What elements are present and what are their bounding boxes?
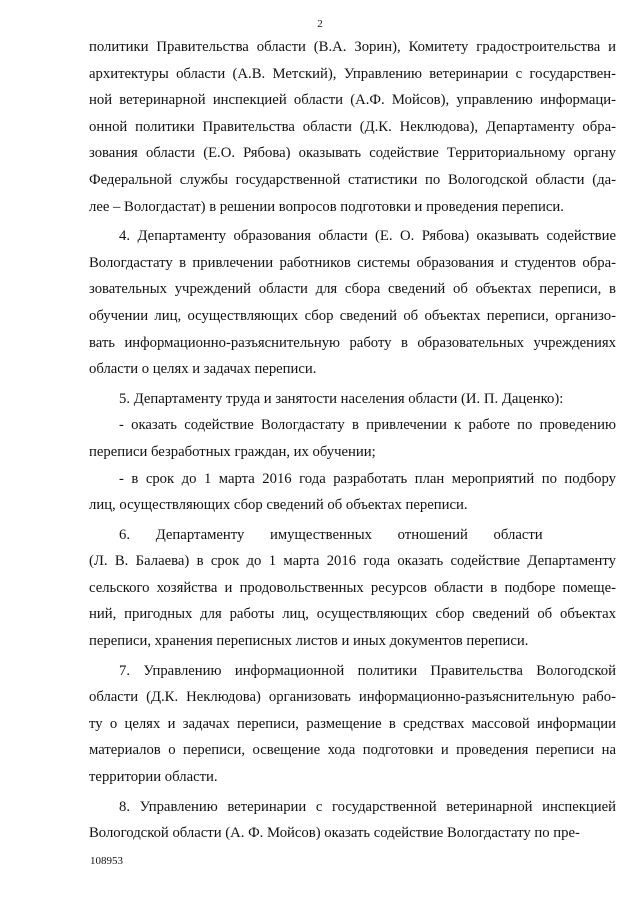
text-line: переписи, хранения переписных листов и иных документов переписи. [89, 633, 529, 650]
paragraph [89, 522, 616, 655]
paragraph [89, 658, 616, 791]
paragraph [89, 34, 616, 220]
text-line: территории области. [89, 769, 218, 786]
text-line: ту о целях и задачах переписи, размещение в средствах массовой информации [89, 715, 616, 732]
text-line: архитектуры области (А.В. Метский), Управлению ветеринарии с государствен- [89, 65, 616, 82]
text-line: лиц, осуществляющих сбор сведений об объектах переписи. [89, 497, 468, 514]
paragraph [89, 466, 616, 519]
text-line: 6. Департаменту имущественных отношений области [119, 526, 543, 543]
footer-document-code: 108953 [90, 855, 123, 867]
text-line: материалов о переписи, освещение хода подготовки и проведения переписи на [89, 742, 616, 759]
text-line: сельского хозяйства и продовольственных ресурсов области в подборе помеще- [89, 579, 616, 596]
text-line: Вологодской области (А. Ф. Мойсов) оказать содействие Вологдастату по пре- [89, 825, 580, 842]
text-line: области о целях и задачах переписи. [89, 361, 317, 378]
text-line: вать информационно-разъяснительную работу в образовательных учреждениях [89, 334, 616, 351]
text-line: зовательных учреждений области для сбора сведений об объектах переписи, в [89, 281, 616, 298]
text-line: 8. Управлению ветеринарии с государственной ветеринарной инспекцией [119, 798, 616, 815]
text-line: онной политики Правительства области (Д.К. Неклюдова), Департаменту обра- [89, 118, 616, 135]
text-line: обучении лиц, осуществляющих сбор сведений об объектах переписи, организо- [89, 307, 616, 324]
text-line: (Л. В. Балаева) в срок до 1 марта 2016 года оказать содействие Департаменту [89, 553, 616, 570]
text-line: 4. Департаменту образования области (Е. О. Рябова) оказывать содействие [119, 228, 616, 245]
text-line: переписи безработных граждан, их обучении; [89, 443, 376, 460]
text-line: области (Д.К. Неклюдова) организовать информационно-разъяснительную рабо- [89, 689, 616, 706]
text-line: ний, пригодных для работы лиц, осуществляющих сбор сведений об объектах [89, 606, 616, 623]
text-line: 5. Департаменту труда и занятости населения области (И. П. Даценко): [119, 390, 564, 407]
text-line: ной ветеринарной инспекцией области (А.Ф. Мойсов), управлению информаци- [89, 92, 616, 109]
text-line: - оказать содействие Вологдастату в привлечении к работе по проведению [119, 417, 616, 434]
paragraph [89, 412, 616, 465]
text-line: лее – Вологдастат) в решении вопросов подготовки и проведения переписи. [89, 198, 564, 215]
text-line: - в срок до 1 марта 2016 года разработать план мероприятий по подбору [119, 470, 616, 487]
page-number: 2 [317, 18, 323, 30]
paragraph [89, 386, 616, 413]
document-body [89, 34, 616, 847]
text-line: зования области (Е.О. Рябова) оказывать содействие Территориальному органу [89, 145, 616, 162]
text-line: Федеральной службы государственной статистики по Вологодской области (да- [89, 171, 616, 188]
text-line: политики Правительства области (В.А. Зорин), Комитету градостроительства и [89, 39, 616, 55]
paragraph [89, 223, 616, 383]
text-line: Вологдастату в привлечении работников системы образования и студентов обра- [89, 254, 616, 271]
paragraph [89, 794, 616, 847]
text-line: 7. Управлению информационной политики Правительства Вологодской [119, 662, 616, 679]
